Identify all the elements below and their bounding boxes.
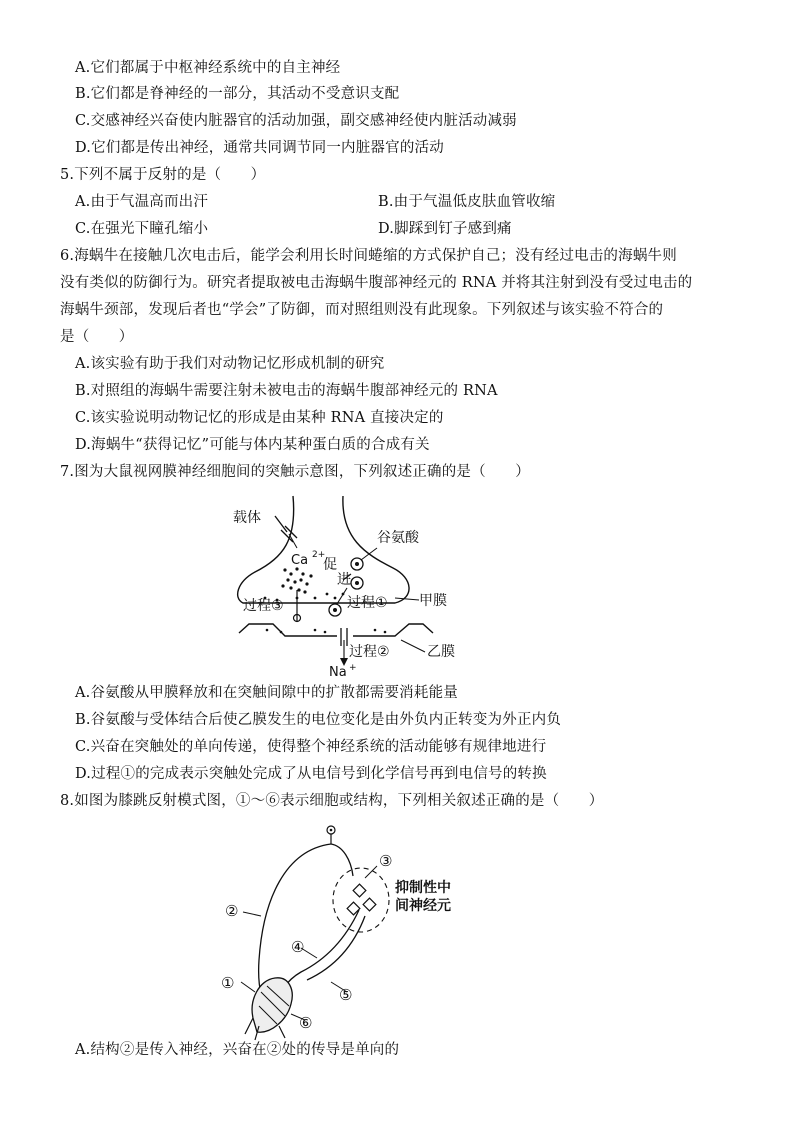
process1-label: 过程① [347,595,388,611]
q5-option-b: B.由于气温低皮肤血管收缩 [378,194,556,210]
promote-label-1: 促 [323,557,337,573]
membrane-b-leader [401,640,425,652]
q5-option-a: A.由于气温高而出汗 [75,194,209,210]
glutamate-label: 谷氨酸 [377,530,419,546]
calcium-charge-label: 2+ [312,550,326,560]
q8-stem: 8.如图为膝跳反射模式图，①～⑥表示细胞或结构，下列相关叙述正确的是（ ） [60,793,604,809]
membrane-a-label: 甲膜 [419,593,447,609]
q4-option-d: D.它们都是传出神经，通常共同调节同一内脏器官的活动 [75,140,444,156]
q4-option-a: A.它们都属于中枢神经系统中的自主神经 [75,60,341,76]
label-2: ② [225,902,239,920]
q5-stem: 5.下列不属于反射的是（ ） [60,167,266,183]
muscle [252,978,292,1032]
inhibitory-interneuron-label-1: 抑制性中 [395,880,451,896]
q4-option-c: C.交感神经兴奋使内脏器官的活动加强，副交感神经使内脏活动减弱 [75,113,517,129]
label-1: ① [221,974,235,992]
interneuron-cells [347,884,376,915]
q6-stem-line-4: 是（ ） [60,329,134,345]
membrane-b-label: 乙膜 [427,644,455,660]
inhibitory-interneuron-label-2: 间神经元 [395,898,451,914]
q5-option-c: C.在强光下瞳孔缩小 [75,221,209,237]
q7-option-a: A.谷氨酸从甲膜释放和在突触间隙中的扩散都需要消耗能量 [75,685,458,701]
spinal-cord-outline [333,868,389,932]
process1-arrow [337,588,347,604]
carrier-label: 载体 [233,510,261,526]
calcium-label: Ca [291,553,309,568]
q7-option-c: C.兴奋在突触处的单向传递，使得整个神经系统的活动能够有规律地进行 [75,739,547,755]
q6-stem-line-2: 没有类似的防御行为。研究者提取被电击海蜗牛腹部神经元的 RNA 并将其注射到没有受过电击的 [60,275,693,291]
label-5: ⑤ [339,986,353,1004]
q6-option-c: C.该实验说明动物记忆的形成是由某种 RNA 直接决定的 [75,410,444,426]
q7-stem: 7.图为大鼠视网膜神经细胞间的突触示意图，下列叙述正确的是（ ） [60,464,530,480]
q6-option-d: D.海蜗牛“获得记忆”可能与体内某种蛋白质的合成有关 [75,437,430,453]
knee-jerk-reflex-diagram [215,820,475,1042]
q7-option-d: D.过程①的完成表示突触处完成了从电信号到化学信号再到电信号的转换 [75,766,547,782]
label-6: ⑥ [299,1014,313,1032]
label-4: ④ [291,938,305,956]
membrane-a-leader [395,598,419,600]
q6-option-a: A.该实验有助于我们对动物记忆形成机制的研究 [75,356,385,372]
sodium-label: Na [329,665,347,680]
sodium-charge-label: + [349,663,357,673]
q6-stem-line-1: 6.海蜗牛在接触几次电击后，能学会利用长时间蜷缩的方式保护自己；没有经过电击的海蜗牛则 [60,248,677,264]
promote-label-2: 进 [337,572,351,588]
q4-option-b: B.它们都是脊神经的一部分，其活动不受意识支配 [75,86,400,102]
cleft-dots [266,629,387,634]
q6-option-b: B.对照组的海蜗牛需要注射未被电击的海蜗牛腹部神经元的 RNA [75,383,498,399]
process2-label: 过程② [349,644,390,660]
q8-option-a: A.结构②是传入神经，兴奋在②处的传导是单向的 [75,1042,400,1058]
process3-label: 过程③ [243,598,284,614]
q7-option-b: B.谷氨酸与受体结合后使乙膜发生的电位变化是由外负内正转变为外正内负 [75,712,562,728]
label-3: ③ [379,852,393,870]
q6-stem-line-3: 海蜗牛颈部，发现后者也“学会”了防御，而对照组则没有此现象。下列叙述与该实验不符合的 [60,302,664,318]
synapse-diagram [225,490,485,680]
q5-option-d: D.脚踩到钉子感到痛 [378,221,512,237]
